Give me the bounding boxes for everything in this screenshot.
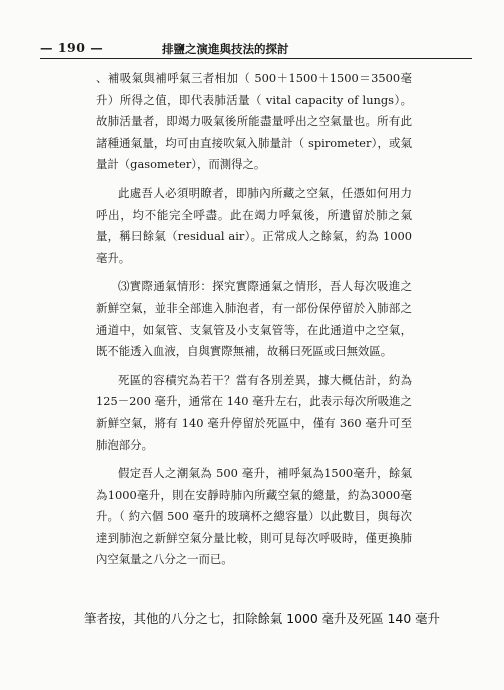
paragraph: 假定吾人之潮氣為 500 毫升，補呼氣為1500毫升，餘氣為1000毫升，則在安靜時肺內所藏空氣的總量，約為3000毫升。（ 約六個 500 毫升的玻璃杯之總容量）以此數目，與每次達到肺泡之新鮮空氣分量比較，則可見每次呼吸時，僅更換肺內空氣量之八分之一而已。 bbox=[96, 466, 412, 567]
paragraph: 死區的容積究為若干？當有各別差異，據大概估計，約為 125－200 毫升，通常在 140 毫升左右，此表示每次所吸進之新鮮空氣，將有 140 毫升停留於死區中，僅有 360 毫升可至肺泡部分。 bbox=[96, 372, 412, 452]
page-number: — 190 — bbox=[40, 40, 104, 55]
paragraph: 、補吸氣與補呼氣三者相加（ 500＋1500＋1500＝3500毫升）所得之值，即代表肺活量（ vital capacity of lungs）。故肺活量者，即竭力吸氣後所能盡量呼出之空氣量也。所有此諸種通氣量，均可由直接吹氣入肺量計（ spirometer），或氣量計（gasometer），而測得之。 bbox=[96, 71, 412, 172]
running-title: 排鹽之演進與技法的探討 bbox=[162, 42, 289, 56]
page-header bbox=[40, 40, 470, 58]
body-text bbox=[96, 68, 412, 571]
paragraph: ⑶實際通氣情形：探究實際通氣之情形，吾人每次吸進之新鮮空氣，並非全部進入肺泡者，有一部份保停留於入肺部之通道中，如氣管、支氣管及小支氣管等，在此通道中之空氣，既不能透入血液，自與實際無補，故稱曰死區或曰無效區。 bbox=[96, 279, 412, 359]
paragraph: 此處吾人必須明瞭者，即肺內所藏之空氣，任憑如何用力呼出，均不能完全呼盡。此在竭力呼氣後，所遺留於肺之氣量，稱曰餘氣（residual air）。正常成人之餘氣，約為 1000 毫升。 bbox=[96, 185, 412, 265]
author-note: 筆者按，其他的八分之七，扣除餘氣 1000 毫升及死區 140 毫升 bbox=[84, 611, 440, 626]
header-rule bbox=[40, 58, 472, 59]
